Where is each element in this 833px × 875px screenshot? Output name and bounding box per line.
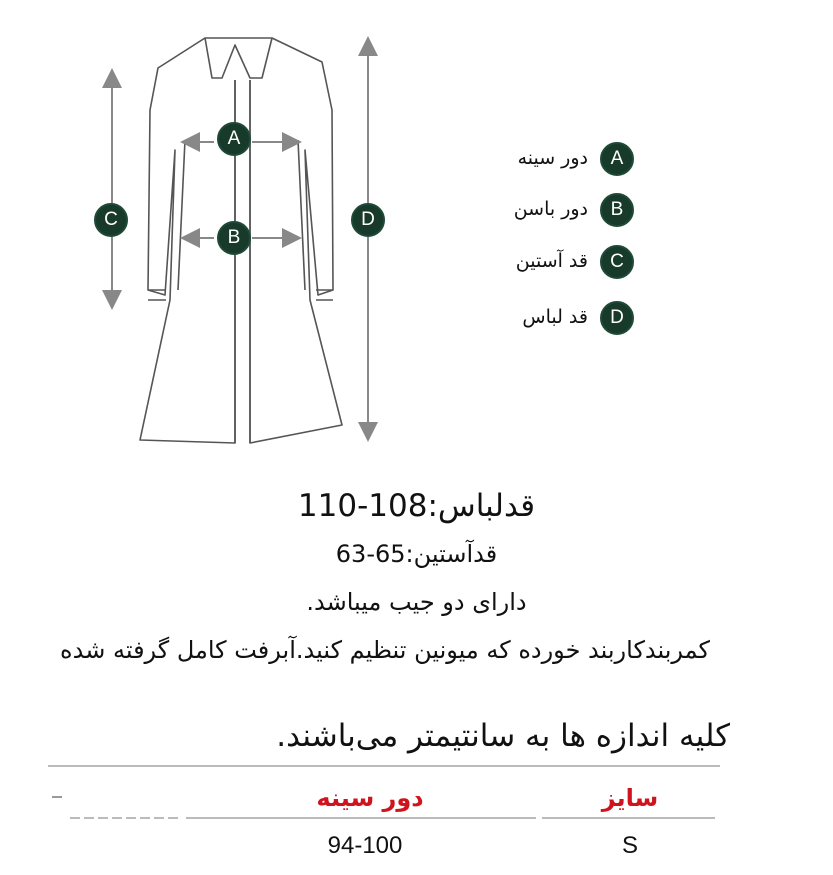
sleeve-text: قدآستین:65-63: [335, 540, 498, 568]
legend-label-d: قد لباس: [522, 306, 588, 328]
legend-badge-d: D: [600, 301, 634, 335]
header-chest: دور سینه: [316, 784, 424, 812]
header-size: سایز: [601, 784, 659, 812]
units-note: کلیه اندازه ها به سانتیمتر می‌باشند.: [276, 718, 730, 754]
pockets-text: دارای دو جیب میباشد.: [306, 588, 527, 616]
legend-label-a: دور سینه: [517, 147, 588, 169]
legend-item-d: [480, 298, 640, 338]
badge-a: A: [217, 122, 251, 156]
header-rule-size: [542, 817, 715, 819]
legend-item-a: [480, 139, 640, 179]
legend-badge-c: C: [600, 245, 634, 279]
cell-size: S: [621, 832, 638, 859]
legend-label-b: دور باسن: [513, 198, 588, 220]
badge-d: D: [351, 203, 385, 237]
length-text: قدلباس:108-110: [297, 488, 536, 524]
legend-item-c: [480, 242, 640, 282]
header-rule-dashed: [70, 817, 180, 819]
legend-badge-a: A: [600, 142, 634, 176]
belt-text: کمربندکاربند خورده که میونین تنظیم کنید.آبرفت کامل گرفته شده: [60, 636, 710, 664]
table-dash: [52, 796, 62, 798]
cell-chest: 94-100: [327, 832, 403, 859]
legend-badge-b: B: [600, 193, 634, 227]
badge-b: B: [217, 221, 251, 255]
badge-c: C: [94, 203, 128, 237]
table-top-rule: [48, 765, 720, 767]
legend-label-c: قد آستین: [515, 250, 588, 272]
legend-item-b: [480, 190, 640, 230]
header-rule-chest: [186, 817, 536, 819]
